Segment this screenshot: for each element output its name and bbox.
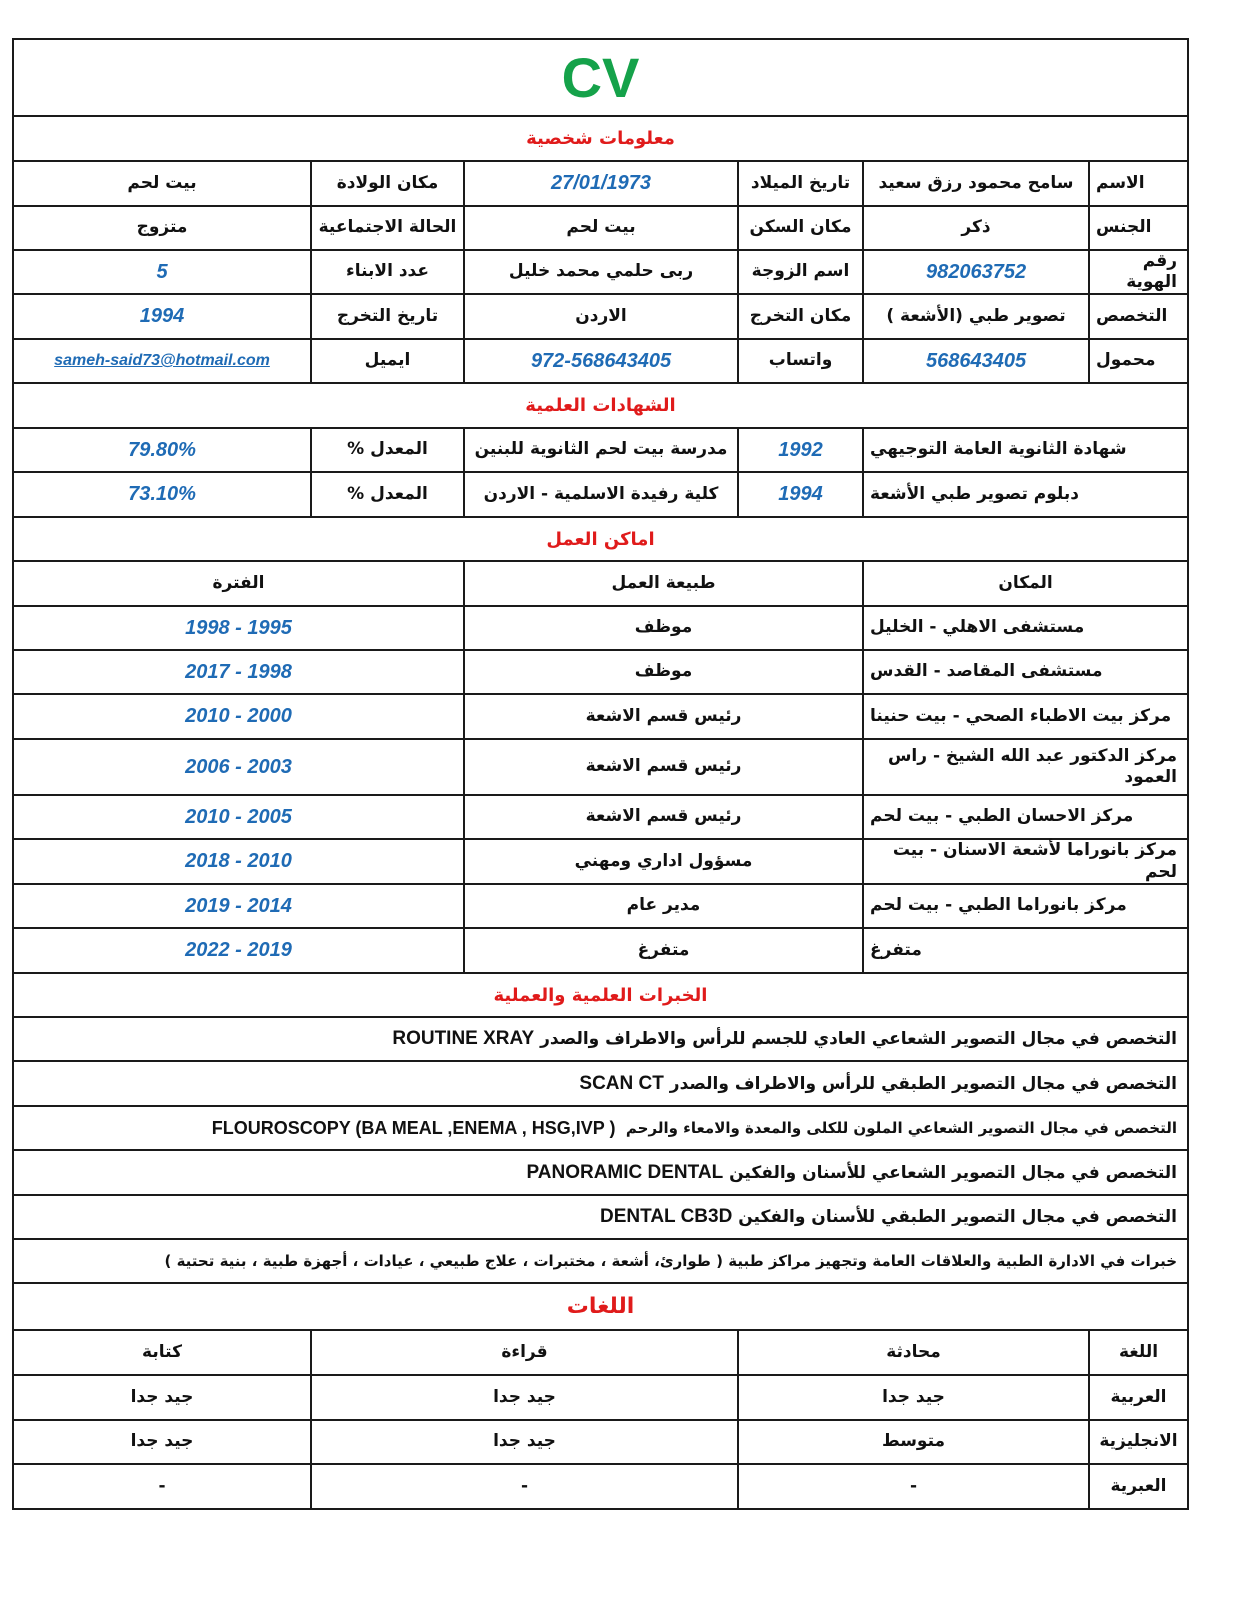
work-place: مستشفى الاهلي - الخليل xyxy=(862,607,1187,649)
grad-date-value: 1994 xyxy=(139,305,185,327)
personal-row-2 xyxy=(14,207,1187,251)
speaking-level: متوسط xyxy=(737,1421,1088,1463)
language-row xyxy=(14,1376,1187,1421)
certificate-row xyxy=(14,473,1187,518)
email-link[interactable]: sameh-said73@hotmail.com xyxy=(54,352,270,369)
section-workplaces: اماكن العمل xyxy=(14,518,1187,562)
work-place: متفرغ xyxy=(862,929,1187,972)
work-period: 2003 - 2006 xyxy=(185,755,292,778)
certificate-institution: مدرسة بيت لحم الثانوية للبنين xyxy=(463,429,737,471)
email-label: ايميل xyxy=(310,340,463,382)
section-personal-info: معلومات شخصية xyxy=(14,117,1187,162)
certificate-avg: 73.10% xyxy=(128,483,196,505)
language-name: العبرية xyxy=(1088,1465,1187,1508)
work-nature: رئيس قسم الاشعة xyxy=(463,695,862,738)
work-row xyxy=(14,885,1187,929)
writing-header: كتابة xyxy=(142,1341,182,1362)
specialty-label: التخصص xyxy=(1088,295,1187,338)
children-value: 5 xyxy=(156,260,168,283)
certificate-institution: كلية رفيدة الاسلمية - الاردن xyxy=(463,473,737,516)
birth-date-label: تاريخ الميلاد xyxy=(737,162,862,205)
marital-value: متزوج xyxy=(136,217,188,238)
cv-document xyxy=(12,38,1189,1510)
work-period: 1998 - 2017 xyxy=(185,660,292,683)
section-experience: الخبرات العلمية والعملية xyxy=(14,974,1187,1018)
reading-level: جيد جدا xyxy=(310,1421,737,1463)
wife-label: اسم الزوجة xyxy=(737,251,862,293)
section-certificates: الشهادات العلمية xyxy=(14,384,1187,429)
language-name: الانجليزية xyxy=(1088,1421,1187,1463)
work-header-row xyxy=(14,562,1187,607)
work-period: 2010 - 2018 xyxy=(185,850,292,872)
experience-item xyxy=(14,1107,1187,1151)
id-label: رقم الهوية xyxy=(1088,251,1187,293)
work-header-nature: طبيعة العمل xyxy=(463,562,862,605)
grad-date-label: تاريخ التخرج xyxy=(310,295,463,338)
writing-level: جيد جدا xyxy=(130,1431,194,1452)
work-place: مستشفى المقاصد - القدس xyxy=(862,651,1187,693)
gender-value: ذكر xyxy=(862,207,1088,249)
work-nature: موظف xyxy=(463,607,862,649)
wife-value: ربى حلمي محمد خليل xyxy=(463,251,737,293)
experience-en: DENTAL CB3D xyxy=(600,1206,733,1227)
id-value: 982063752 xyxy=(862,251,1088,293)
work-period: 2019 - 2022 xyxy=(185,939,292,961)
language-row xyxy=(14,1465,1187,1508)
birth-date-value: 27/01/1973 xyxy=(463,162,737,205)
writing-level: - xyxy=(158,1475,166,1496)
work-nature: متفرغ xyxy=(463,929,862,972)
name-value: سامح محمود رزق سعيد xyxy=(862,162,1088,205)
experience-item xyxy=(14,1196,1187,1240)
writing-level: جيد جدا xyxy=(130,1386,194,1407)
grad-place-value: الاردن xyxy=(463,295,737,338)
birth-place-label: مكان الولادة xyxy=(310,162,463,205)
work-period: 2005 - 2010 xyxy=(185,805,292,828)
section-languages: اللغات xyxy=(14,1284,1187,1331)
experience-en: SCAN CT xyxy=(579,1072,664,1094)
language-header: اللغة xyxy=(1088,1331,1187,1374)
work-nature: رئيس قسم الاشعة xyxy=(463,740,862,794)
whatsapp-value: 972-568643405 xyxy=(463,340,737,382)
reading-level: - xyxy=(310,1465,737,1508)
experience-en: PANORAMIC DENTAL xyxy=(526,1161,724,1183)
reading-level: جيد جدا xyxy=(310,1376,737,1419)
work-nature: موظف xyxy=(463,651,862,693)
marital-label: الحالة الاجتماعية xyxy=(310,207,463,249)
work-row xyxy=(14,740,1187,796)
experience-en: FLOUROSCOPY (BA MEAL ,ENEMA , HSG,IVP ) xyxy=(211,1117,616,1138)
gender-label: الجنس xyxy=(1088,207,1187,249)
work-row xyxy=(14,607,1187,651)
certificate-row xyxy=(14,429,1187,473)
grad-place-label: مكان التخرج xyxy=(737,295,862,338)
mobile-label: محمول xyxy=(1088,340,1187,382)
personal-row-1 xyxy=(14,162,1187,207)
certificate-year: 1994 xyxy=(737,473,862,516)
work-nature: مدير عام xyxy=(463,885,862,927)
certificate-name: شهادة الثانوية العامة التوجيهي xyxy=(862,429,1187,471)
work-nature: مسؤول اداري ومهني xyxy=(463,840,862,883)
experience-ar: التخصص في مجال التصوير الشعاعي الملون للكلى والمعدة والامعاء والرحم xyxy=(625,1119,1177,1137)
certificate-avg: 79.80% xyxy=(128,438,196,461)
experience-ar: التخصص في مجال التصوير الطبقي للرأس والاطراف والصدر xyxy=(669,1073,1177,1094)
experience-item xyxy=(14,1062,1187,1107)
reading-header: قراءة xyxy=(310,1331,737,1374)
experience-item xyxy=(14,1240,1187,1284)
work-period: 2014 - 2019 xyxy=(185,894,292,917)
experience-ar: التخصص في مجال التصوير الطبقي للأسنان والفكين xyxy=(738,1207,1177,1227)
work-header-period: الفترة xyxy=(212,572,265,593)
whatsapp-label: واتساب xyxy=(737,340,862,382)
personal-row-4 xyxy=(14,295,1187,340)
residence-value: بيت لحم xyxy=(463,207,737,249)
speaking-header: محادثة xyxy=(737,1331,1088,1374)
work-place: مركز بيت الاطباء الصحي - بيت حنينا xyxy=(862,695,1187,738)
work-nature: رئيس قسم الاشعة xyxy=(463,796,862,838)
experience-en: ROUTINE XRAY xyxy=(392,1028,535,1049)
certificate-year: 1992 xyxy=(737,429,862,471)
work-place: مركز الاحسان الطبي - بيت لحم xyxy=(862,796,1187,838)
certificate-name: دبلوم تصوير طبي الأشعة xyxy=(862,473,1187,516)
experience-item xyxy=(14,1151,1187,1196)
language-header-row xyxy=(14,1331,1187,1376)
work-place: مركز بانوراما الطبي - بيت لحم xyxy=(862,885,1187,927)
experience-ar: خبرات في الادارة الطبية والعلاقات العامة وتجهيز مراكز طبية ( طوارئ، أشعة ، مختبرات ، علاج طبيعي ، عيادات ، أجهزة طبية ، بنية تحتية ) xyxy=(164,1252,1177,1270)
personal-row-5 xyxy=(14,340,1187,384)
experience-ar: التخصص في مجال التصوير الشعاعي للأسنان والفكين xyxy=(729,1162,1177,1183)
work-row xyxy=(14,695,1187,740)
language-row xyxy=(14,1421,1187,1465)
children-label: عدد الابناء xyxy=(310,251,463,293)
residence-label: مكان السكن xyxy=(737,207,862,249)
experience-item xyxy=(14,1018,1187,1062)
work-row xyxy=(14,651,1187,695)
language-name: العربية xyxy=(1088,1376,1187,1419)
birth-place-value: بيت لحم xyxy=(127,172,197,193)
cv-title: CV xyxy=(14,40,1187,117)
work-row xyxy=(14,840,1187,885)
certificate-avg-label: المعدل % xyxy=(310,473,463,516)
work-place: مركز بانوراما لأشعة الاسنان - بيت لحم xyxy=(862,840,1187,883)
work-period: 2000 - 2010 xyxy=(185,705,292,727)
specialty-value: تصوير طبي (الأشعة ) xyxy=(862,295,1088,338)
name-label: الاسم xyxy=(1088,162,1187,205)
mobile-value: 568643405 xyxy=(862,340,1088,382)
work-row xyxy=(14,929,1187,974)
work-header-place: المكان xyxy=(862,562,1187,605)
speaking-level: جيد جدا xyxy=(737,1376,1088,1419)
speaking-level: - xyxy=(737,1465,1088,1508)
certificate-avg-label: المعدل % xyxy=(310,429,463,471)
work-place: مركز الدكتور عبد الله الشيخ - راس العمود xyxy=(862,740,1187,794)
work-row xyxy=(14,796,1187,840)
experience-ar: التخصص في مجال التصوير الشعاعي العادي للجسم للرأس والاطراف والصدر xyxy=(540,1029,1177,1049)
work-period: 1995 - 1998 xyxy=(185,616,292,639)
personal-row-3 xyxy=(14,251,1187,295)
